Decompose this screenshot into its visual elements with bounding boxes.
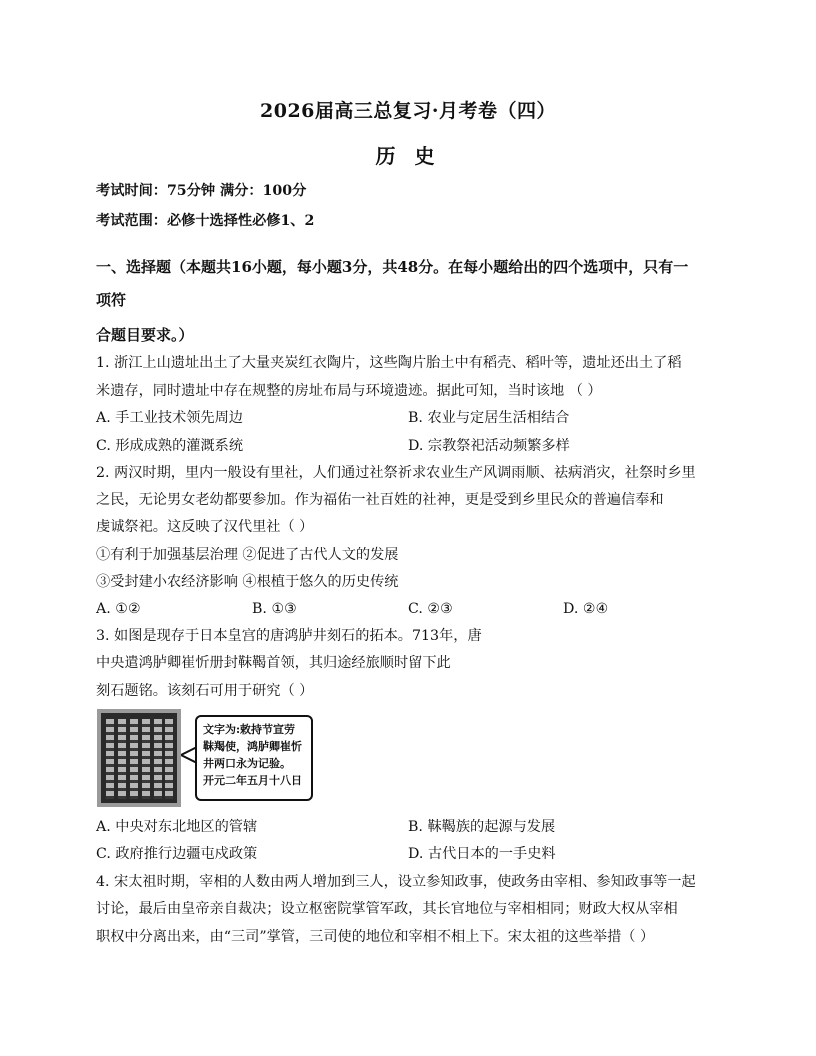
q1-stem-line2: 米遗存，同时遗址中存在规整的房址布局与环境遗迹。据此可知，当时该地 （ ）	[96, 383, 602, 399]
callout-line1: 文字为:敕持节宣劳	[203, 723, 296, 736]
q1-option-d: D. 宗教祭祀活动频繁多样	[408, 438, 570, 454]
stele-rubbing-image	[97, 709, 181, 807]
stele-rubbing-figure	[97, 707, 317, 808]
q1-option-c: C. 形成成熟的灌溉系统	[96, 438, 244, 454]
q1-stem-line1: 1. 浙江上山遗址出土了大量夹炭红衣陶片，这些陶片胎土中有稻壳、稻叶等，遗址还出土了稻	[96, 355, 682, 371]
exam-scope-info: 考试范围：必修十选择性必修1、2	[96, 213, 315, 229]
exam-time-info: 考试时间：75分钟 满分：100分	[96, 183, 307, 199]
callout-line4: 开元二年五月十八日	[203, 774, 302, 787]
q3-stem-line3: 刻石题铭。该刻石可用于研究（ ）	[96, 683, 314, 699]
q3-option-d: D. 古代日本的一手史料	[408, 846, 556, 862]
section-heading-line3: 合题目要求。）	[96, 326, 194, 344]
q4-stem-line2: 讨论，最后由皇帝亲自裁决；设立枢密院掌管军政，其长官地位与宰相相同；财政大权从宰相	[96, 901, 678, 917]
q3-stem-line1: 3. 如图是现存于日本皇宫的唐鸿胪井刻石的拓本。713年，唐	[96, 628, 482, 644]
q3-option-c: C. 政府推行边疆屯戍政策	[96, 846, 258, 862]
q2-option-a: A. ①②	[96, 601, 141, 617]
q2-option-d: D. ②④	[563, 601, 609, 617]
q1-option-a: A. 手工业技术领先周边	[96, 410, 243, 426]
q4-stem-line1: 4. 宋太祖时期，宰相的人数由两人增加到三人，设立参知政事，使政务由宰相、参知政事等一起	[96, 874, 696, 890]
q2-option-c: C. ②③	[408, 601, 453, 617]
section-heading-line1: 一、选择题（本题共16小题，每小题3分，共48分。在每小题给出的四个选项中，只有一	[96, 258, 689, 276]
callout-line3: 井两口永为记验。	[203, 757, 291, 770]
q2-items-line1: ①有利于加强基层治理 ②促进了古代人文的发展	[96, 547, 399, 563]
q2-option-b: B. ①③	[252, 601, 297, 617]
exam-title: 2026届高三总复习·月考卷（四）	[260, 100, 556, 122]
q1-option-b: B. 农业与定居生活相结合	[408, 410, 570, 426]
q2-stem-line3: 虔诚祭祀。这反映了汉代里社（ ）	[96, 519, 314, 535]
q2-stem-line2: 之民，无论男女老幼都要参加。作为福佑一社百姓的社神，更是受到乡里民众的普遍信奉和	[96, 492, 664, 508]
q4-stem-line3: 职权中分离出来，由“三司”掌管，三司使的地位和宰相不相上下。宋太祖的这些举措（ ）	[96, 929, 655, 945]
q3-option-a: A. 中央对东北地区的管辖	[96, 819, 258, 835]
q3-stem-line2: 中央遣鸿胪卿崔忻册封靺鞨首领，其归途经旅顺时留下此	[96, 655, 451, 671]
q2-stem-line1: 2. 两汉时期，里内一般设有里社，人们通过社祭祈求农业生产风调雨顺、祛病消灾，社祭时乡里	[96, 465, 696, 481]
inscription-callout	[195, 715, 313, 801]
section-heading-line2: 项符	[96, 291, 127, 309]
q2-items-line2: ③受封建小农经济影响 ④根植于悠久的历史传统	[96, 574, 399, 590]
subject-title: 历 史	[375, 144, 441, 168]
q3-option-b: B. 靺鞨族的起源与发展	[408, 819, 556, 835]
callout-line2: 靺羯使，鸿胪卿崔忻	[203, 740, 302, 753]
